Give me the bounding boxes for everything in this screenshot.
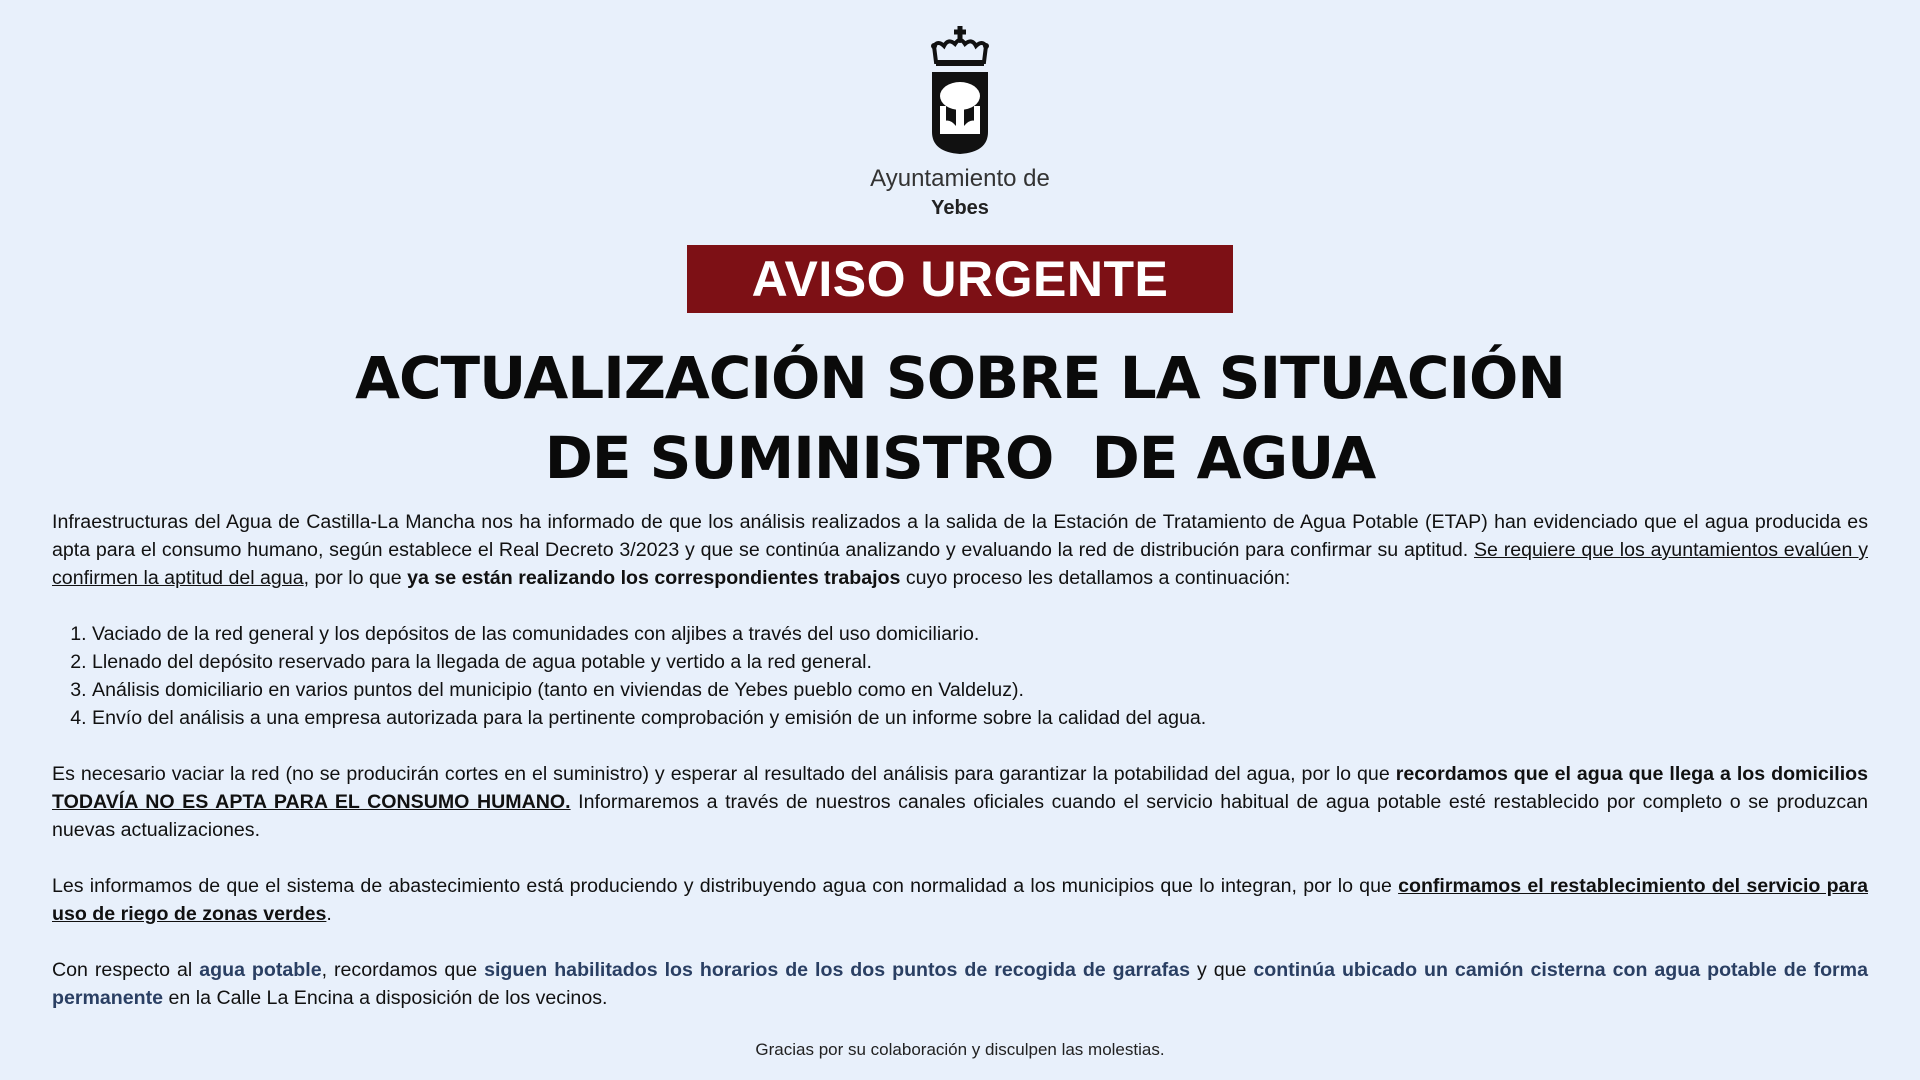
- process-steps-list: [52, 620, 1868, 732]
- text: Con respecto al: [52, 959, 200, 981]
- org-name-line2: Yebes: [931, 197, 989, 219]
- highlight-text: siguen habilitados los horarios de los dos puntos de recogida de garrafas: [484, 959, 1190, 981]
- list-item: 1. Vaciado de la red general y los depósitos de las comunidades con aljibes a través del uso domiciliario.: [92, 620, 1868, 648]
- org-name-line1: Ayuntamiento de: [870, 165, 1050, 192]
- list-item: 3. Análisis domiciliario en varios puntos del municipio (tanto en viviendas de Yebes pueblo como en Valdeluz).: [92, 676, 1868, 704]
- highlight-text: continúa ubicado un camión cisterna con agua potable de forma permanente: [52, 959, 1868, 1009]
- paragraph-potable-water: [52, 956, 1868, 1012]
- text: y que: [1189, 959, 1254, 981]
- page-title: [0, 338, 1920, 498]
- title-line2: DE SUMINISTRO DE AGUA: [544, 424, 1376, 492]
- paragraph-warning: [52, 760, 1868, 844]
- text: cuyo proceso les detallamos a continuación:: [900, 567, 1291, 589]
- list-item: 2. Llenado del depósito reservado para la llegada de agua potable y vertido a la red general.: [92, 648, 1868, 676]
- text: Informaremos a través de nuestros canales oficiales cuando el servicio habitual de agua potable esté restablecido por completo o se produzcan nuevas actualizaciones.: [52, 791, 1868, 841]
- text: en la Calle La Encina a disposición de los vecinos.: [163, 987, 608, 1009]
- list-item: 4. Envío del análisis a una empresa autorizada para la pertinente comprobación y emisión de un informe sobre la calidad del agua.: [92, 704, 1868, 732]
- bold-underlined-text: confirmamos el restablecimiento del servicio para uso de riego de zonas verdes: [52, 875, 1868, 925]
- text: .: [326, 903, 332, 925]
- urgent-banner: AVISO URGENTE: [687, 245, 1233, 313]
- underlined-text: Se requiere que los ayuntamientos evalúen y confirmen la aptitud del agua: [52, 539, 1868, 589]
- bold-text: ya se están realizando los correspondientes trabajos: [407, 567, 901, 589]
- text: , por lo que: [303, 567, 408, 589]
- text: Les informamos de que el sistema de abastecimiento está produciendo y distribuyendo agua con normalidad a los municipios que lo integran, por lo que: [52, 875, 1399, 897]
- header: [0, 24, 1920, 222]
- footer-note: Gracias por su colaboración y disculpen las molestias.: [755, 1040, 1165, 1059]
- title-line1: ACTUALIZACIÓN SOBRE LA SITUACIÓN: [355, 344, 1565, 412]
- bold-text: recordamos que el agua que llega a los domicilios: [1395, 763, 1868, 785]
- coat-of-arms-icon: [928, 24, 992, 156]
- text: , recordamos que: [321, 959, 485, 981]
- text: Infraestructuras del Agua de Castilla-La Mancha nos ha informado de que los análisis realizados a la salida de la Estación de Tratamiento de Agua Potable (ETAP) han evidenciado que el agua producida es apta para el consumo humano, según establece el Real Decreto 3/2023 y que se continúa analizando y evaluando la red de distribución para confirmar su aptitud.: [52, 511, 1868, 561]
- text: Es necesario vaciar la red (no se producirán cortes en el suministro) y esperar al resultado del análisis para garantizar la potabilidad del agua, por lo que: [52, 763, 1396, 785]
- notice-body: [52, 508, 1868, 1040]
- paragraph-irrigation: [52, 872, 1868, 928]
- paragraph-intro: [52, 508, 1868, 592]
- highlight-text: agua potable: [199, 959, 322, 981]
- warning-text: TODAVÍA NO ES APTA PARA EL CONSUMO HUMANO.: [52, 791, 571, 813]
